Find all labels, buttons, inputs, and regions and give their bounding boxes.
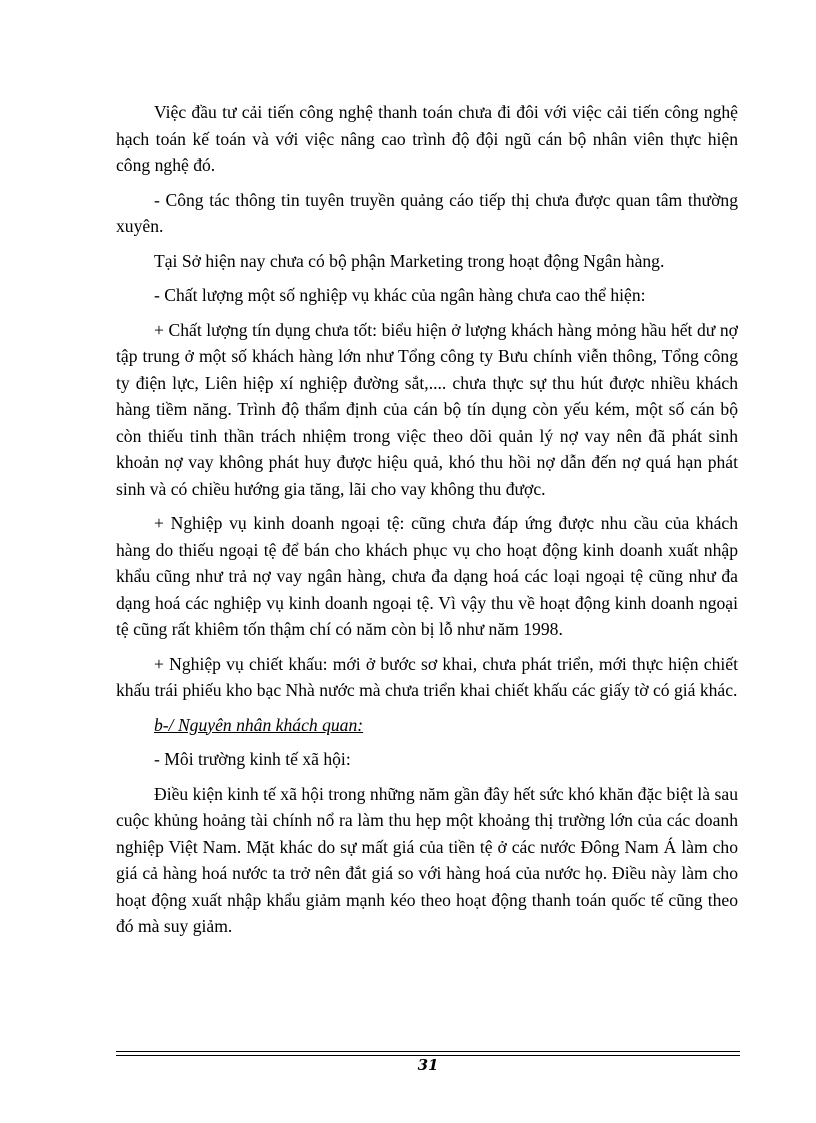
paragraph: + Nghiệp vụ chiết khấu: mới ở bước sơ khai, chưa phát triển, mới thực hiện chiết khấu trái phiếu kho bạc Nhà nước mà chưa triển khai chiết khấu các giấy tờ có giá khác. xyxy=(116,653,738,700)
document-body xyxy=(116,99,738,948)
paragraph: - Môi trường kinh tế xã hội: xyxy=(154,749,351,769)
paragraph: + Chất lượng tín dụng chưa tốt: biểu hiện ở lượng khách hàng mỏng hầu hết dư nợ tập trung ở một số khách hàng lớn như Tổng công ty Bưu chính viễn thông, Tổng công ty điện lực, Liên hiệp xí nghiệp đường sắt,.... chưa thực sự thu hút được nhiều khách hàng tiềm năng. Trình độ thẩm định của cán bộ tín dụng còn yếu kém, một số cán bộ còn thiếu tinh thần trách nhiệm trong việc theo dõi quản lý nợ vay nên đã phát sinh khoản nợ vay không phát huy được hiệu quả, khó thu hồi nợ dẫn đến nợ quá hạn phát sinh và có chiều hướng gia tăng, lãi cho vay không thu được. xyxy=(116,319,738,499)
paragraph: - Công tác thông tin tuyên truyền quảng cáo tiếp thị chưa được quan tâm thường xuyên. xyxy=(116,189,738,236)
page-number: 31 xyxy=(417,1056,439,1074)
paragraph: Điều kiện kinh tế xã hội trong những năm gần đây hết sức khó khăn đặc biệt là sau cuộc khủng hoảng tài chính nổ ra làm thu hẹp một khoảng thị trường lớn của các doanh nghiệp Việt Nam. Mặt khác do sự mất giá của tiền tệ ở các nước Đông Nam Á làm cho giá cả hàng hoá nước ta trở nên đắt giá so với hàng hoá của nước họ. Điều này làm cho hoạt động xuất nhập khẩu giảm mạnh kéo theo hoạt động thanh toán quốc tế cũng theo đó mà suy giảm. xyxy=(116,783,738,936)
paragraph: + Nghiệp vụ kinh doanh ngoại tệ: cũng chưa đáp ứng được nhu cầu của khách hàng do thiếu ngoại tệ để bán cho khách phục vụ cho hoạt động kinh doanh xuất nhập khẩu cũng như trả nợ vay ngân hàng, chưa đa dạng hoá các loại ngoại tệ cũng như đa dạng hoá các nghiệp vụ kinh doanh ngoại tệ. Vì vậy thu về hoạt động kinh doanh ngoại tệ cũng rất khiêm tốn thậm chí có năm còn bị lỗ như năm 1998. xyxy=(116,513,738,639)
footer-divider xyxy=(116,1051,740,1052)
paragraph: Tại Sở hiện nay chưa có bộ phận Marketing trong hoạt động Ngân hàng. xyxy=(154,250,665,271)
paragraph: - Chất lượng một số nghiệp vụ khác của ngân hàng chưa cao thể hiện: xyxy=(154,285,646,305)
section-heading: b-/ Nguyên nhân khách quan: xyxy=(154,714,364,735)
paragraph: Việc đầu tư cải tiến công nghệ thanh toán chưa đi đôi với việc cải tiến công nghệ hạch toán kế toán và với việc nâng cao trình độ đội ngũ cán bộ nhân viên thực hiện công nghệ đó. xyxy=(116,102,738,175)
